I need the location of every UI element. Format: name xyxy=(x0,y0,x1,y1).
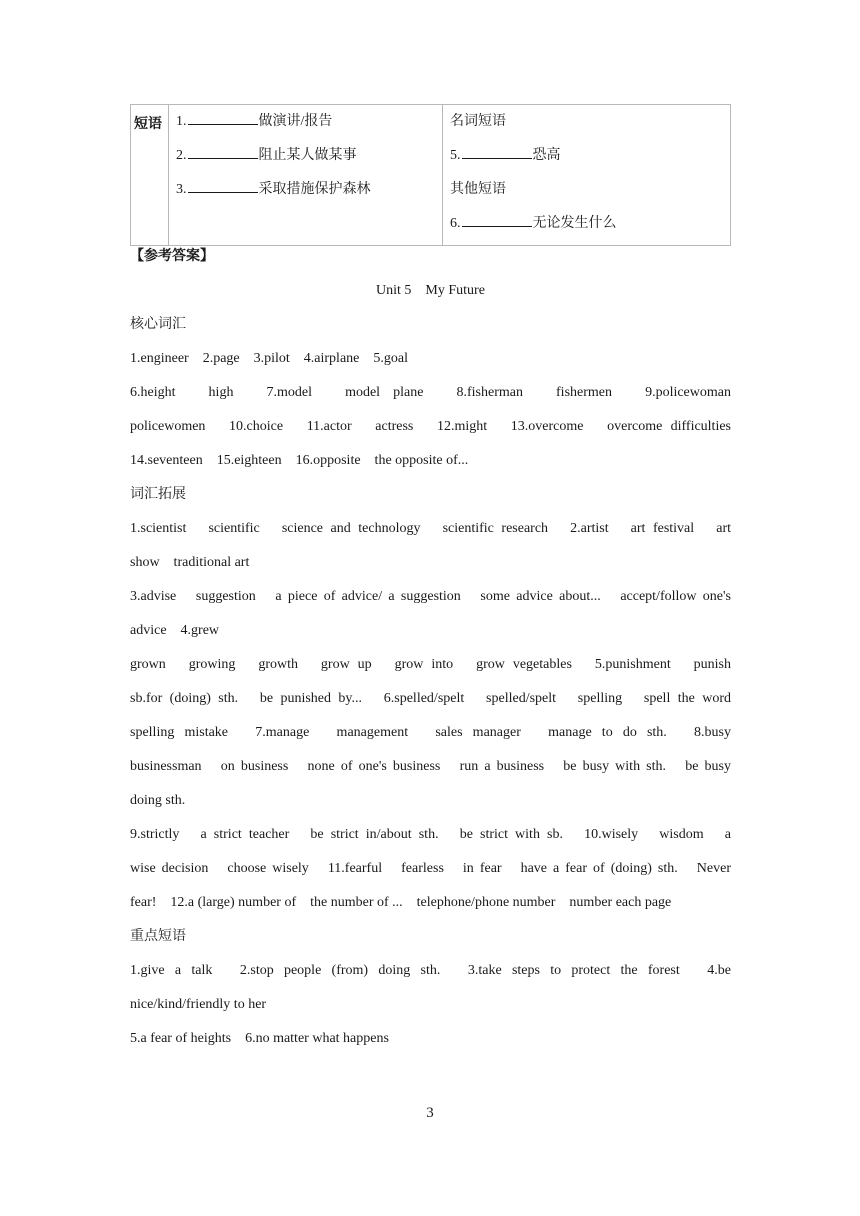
phrase-label: 短语 xyxy=(131,105,169,246)
answer-line: wise decision choose wisely 11.fearful fearless in fear have a fear of (doing) sth. Never xyxy=(130,861,731,876)
phrase-item: 5. 恐高 xyxy=(450,139,730,173)
answer-line: 14.seventeen 15.eighteen 16.opposite the opposite of... xyxy=(130,453,469,468)
unit-title: Unit 5 My Future xyxy=(376,283,485,298)
answer-blank[interactable] xyxy=(188,110,258,125)
phrase-heading: 其他短语 xyxy=(450,182,506,197)
answer-line: spelling mistake 7.manage management sales manager manage to do sth. 8.busy xyxy=(130,725,731,740)
section-heading: 重点短语 xyxy=(130,929,186,944)
phrase-heading: 名词短语 xyxy=(450,114,506,129)
answer-line: doing sth. xyxy=(130,793,186,808)
answer-line: 1.give a talk 2.stop people (from) doing sth. 3.take steps to protect the forest 4.be xyxy=(130,963,731,978)
answer-line: advice 4.grew xyxy=(130,623,220,638)
answer-section xyxy=(130,240,731,1056)
answer-blank[interactable] xyxy=(462,212,532,227)
phrase-right-cell xyxy=(443,105,731,246)
phrase-item: 2. 阻止某人做某事 xyxy=(176,139,442,173)
page-number: 3 xyxy=(426,1105,434,1121)
answer-line: 3.advise suggestion a piece of advice/ a suggestion some advice about... accept/follow one's xyxy=(130,589,731,604)
answer-line: policewomen 10.choice 11.actor actress 12.might 13.overcome overcome difficulties xyxy=(130,419,731,434)
answers-header: 【参考答案】 xyxy=(130,249,214,264)
phrase-item: 3. 采取措施保护森林 xyxy=(176,173,442,207)
answer-line: grown growing growth grow up grow into grow vegetables 5.punishment punish xyxy=(130,657,731,672)
answer-line: 6.height high 7.model model plane 8.fisherman fishermen 9.policewoman xyxy=(130,385,731,400)
answer-blank[interactable] xyxy=(188,178,258,193)
answer-line: fear! 12.a (large) number of the number of ... telephone/phone number number each page xyxy=(130,895,672,910)
phrase-item: 6. 无论发生什么 xyxy=(450,207,730,241)
answer-blank[interactable] xyxy=(462,144,532,159)
answer-line: 1.engineer 2.page 3.pilot 4.airplane 5.goal xyxy=(130,351,408,366)
phrase-table xyxy=(130,104,731,246)
section-heading: 核心词汇 xyxy=(130,317,186,332)
answer-line: 1.scientist scientific science and technology scientific research 2.artist art festival art xyxy=(130,521,731,536)
answer-line: 5.a fear of heights 6.no matter what happens xyxy=(130,1031,389,1046)
answer-line: businessman on business none of one's business run a business be busy with sth. be busy xyxy=(130,759,731,774)
answer-line: 9.strictly a strict teacher be strict in/about sth. be strict with sb. 10.wisely wisdom a xyxy=(130,827,731,842)
answer-line: nice/kind/friendly to her xyxy=(130,997,267,1012)
section-heading: 词汇拓展 xyxy=(130,487,186,502)
answer-line: show traditional art xyxy=(130,555,250,570)
answer-line: sb.for (doing) sth. be punished by... 6.spelled/spelt spelled/spelt spelling spell the word xyxy=(130,691,731,706)
phrase-item: 1. 做演讲/报告 xyxy=(176,105,442,139)
phrase-left-cell xyxy=(169,105,443,246)
answer-blank[interactable] xyxy=(188,144,258,159)
